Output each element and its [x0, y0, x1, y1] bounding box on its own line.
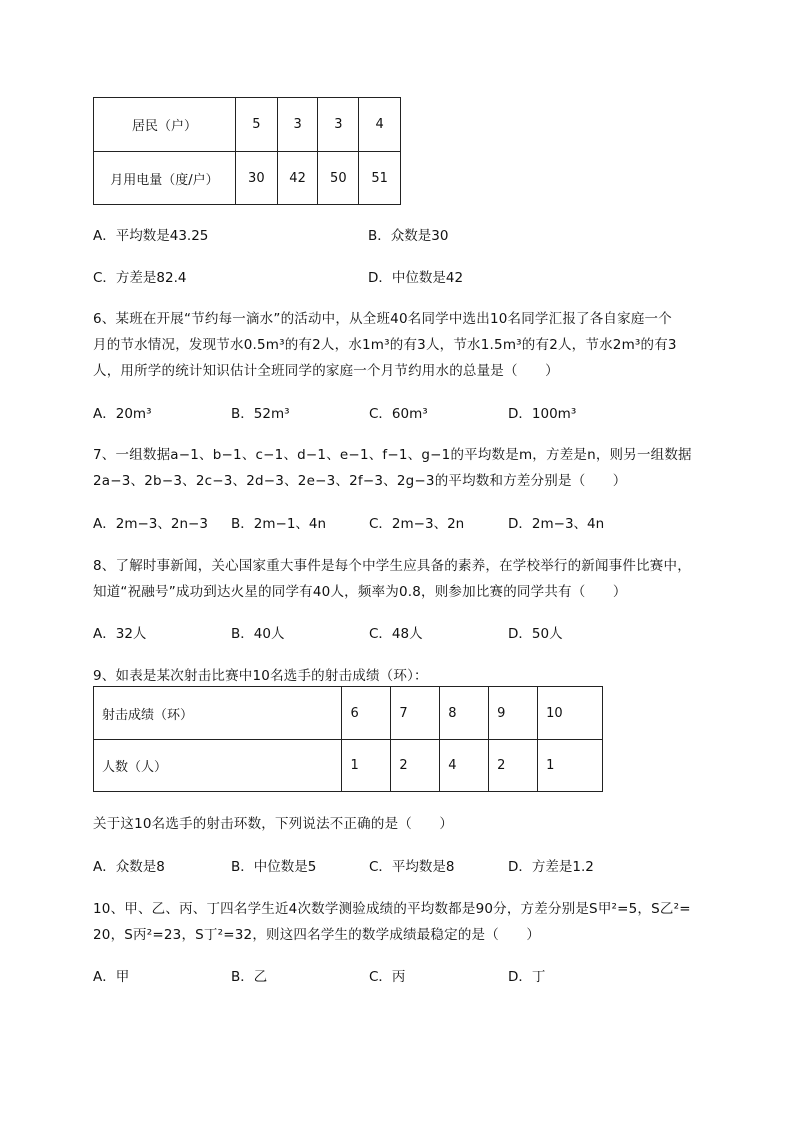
q7-text-line-2: 2a−3、2b−3、2c−3、2d−3、2e−3、2f−3、2g−3的平均数和方差分别是（ ）	[93, 473, 627, 489]
table-cell: 3	[277, 98, 318, 152]
table-cell: 4	[440, 740, 489, 792]
q9-option-a: A．众数是8	[93, 859, 165, 875]
q6-option-b: B．52m³	[231, 406, 290, 422]
q5-option-b: B．众数是30	[368, 228, 449, 244]
table-cell: 2	[489, 740, 538, 792]
q6-option-c: C．60m³	[369, 406, 428, 422]
q10-option-d: D．丁	[508, 969, 546, 985]
q8-option-c: C．48人	[369, 626, 423, 642]
q10-text-line-1: 10、甲、乙、丙、丁四名学生近4次数学测验成绩的平均数都是90分，方差分别是S甲²=5，S乙²=	[93, 901, 691, 917]
q8-option-d: D．50人	[508, 626, 563, 642]
q9-intro: 9、如表是某次射击比赛中10名选手的射击成绩（环）：	[93, 668, 428, 684]
q5-option-d: D．中位数是42	[368, 270, 464, 286]
table-cell: 30	[235, 152, 277, 205]
table-cell: 51	[359, 152, 401, 205]
q8-text-line-1: 8、了解时事新闻，关心国家重大事件是每个中学生应具备的素养，在学校举行的新闻事件比赛中，	[93, 558, 691, 574]
q6-text-line-1: 6、某班在开展“节约每一滴水”的活动中，从全班40名同学中选出10名同学汇报了各自家庭一个	[93, 311, 672, 327]
table-cell: 2	[391, 740, 440, 792]
q6-option-d: D．100m³	[508, 406, 577, 422]
table-cell: 3	[318, 98, 359, 152]
table-row	[94, 98, 401, 152]
table-row	[94, 687, 603, 740]
table-row	[94, 740, 603, 792]
table-cell: 4	[359, 98, 401, 152]
table-cell: 5	[235, 98, 277, 152]
table-cell-label: 月用电量（度/户）	[94, 152, 236, 205]
table-cell: 9	[489, 687, 538, 740]
q6-text-line-3: 人，用所学的统计知识估计全班同学的家庭一个月节约用水的总量是（ ）	[93, 363, 559, 379]
table-cell: 42	[277, 152, 318, 205]
q9-option-d: D．方差是1.2	[508, 859, 594, 875]
q10-option-b: B．乙	[231, 969, 268, 985]
q8-option-a: A．32人	[93, 626, 147, 642]
table-cell-label: 射击成绩（环）	[94, 687, 342, 740]
q8-text-line-2: 知道“祝融号”成功到达火星的同学有40人，频率为0.8，则参加比赛的同学共有（ ）	[93, 584, 627, 600]
table-cell: 1	[342, 740, 391, 792]
q10-option-a: A．甲	[93, 969, 130, 985]
household-electricity-table	[93, 97, 401, 205]
q7-option-a: A．2m−3、2n−3	[93, 516, 208, 532]
table-cell: 6	[342, 687, 391, 740]
q9-question: 关于这10名选手的射击环数，下列说法不正确的是（ ）	[93, 816, 454, 832]
q9-option-c: C．平均数是8	[369, 859, 455, 875]
q7-option-c: C．2m−3、2n	[369, 516, 465, 532]
q10-text-line-2: 20，S丙²=23，S丁²=32，则这四名学生的数学成绩最稳定的是（ ）	[93, 927, 541, 943]
table-cell: 1	[538, 740, 603, 792]
table-row	[94, 152, 401, 205]
shooting-score-table	[93, 686, 603, 792]
q9-option-b: B．中位数是5	[231, 859, 317, 875]
q8-option-b: B．40人	[231, 626, 285, 642]
table-cell-label: 人数（人）	[94, 740, 342, 792]
q6-text-line-2: 月的节水情况，发现节水0.5m³的有2人，水1m³的有3人，节水1.5m³的有2人，节水2m³的有3	[93, 337, 677, 353]
table-cell: 8	[440, 687, 489, 740]
q7-text-line-1: 7、一组数据a−1、b−1、c−1、d−1、e−1、f−1、g−1的平均数是m，方差是n，则另一组数据	[93, 447, 692, 463]
q6-option-a: A．20m³	[93, 406, 152, 422]
q5-option-a: A．平均数是43.25	[93, 228, 209, 244]
q7-option-d: D．2m−3、4n	[508, 516, 605, 532]
table-cell-label: 居民（户）	[94, 98, 236, 152]
q10-option-c: C．丙	[369, 969, 406, 985]
q5-option-c: C．方差是82.4	[93, 270, 187, 286]
table-cell: 50	[318, 152, 359, 205]
table-cell: 10	[538, 687, 603, 740]
q7-option-b: B．2m−1、4n	[231, 516, 327, 532]
table-cell: 7	[391, 687, 440, 740]
